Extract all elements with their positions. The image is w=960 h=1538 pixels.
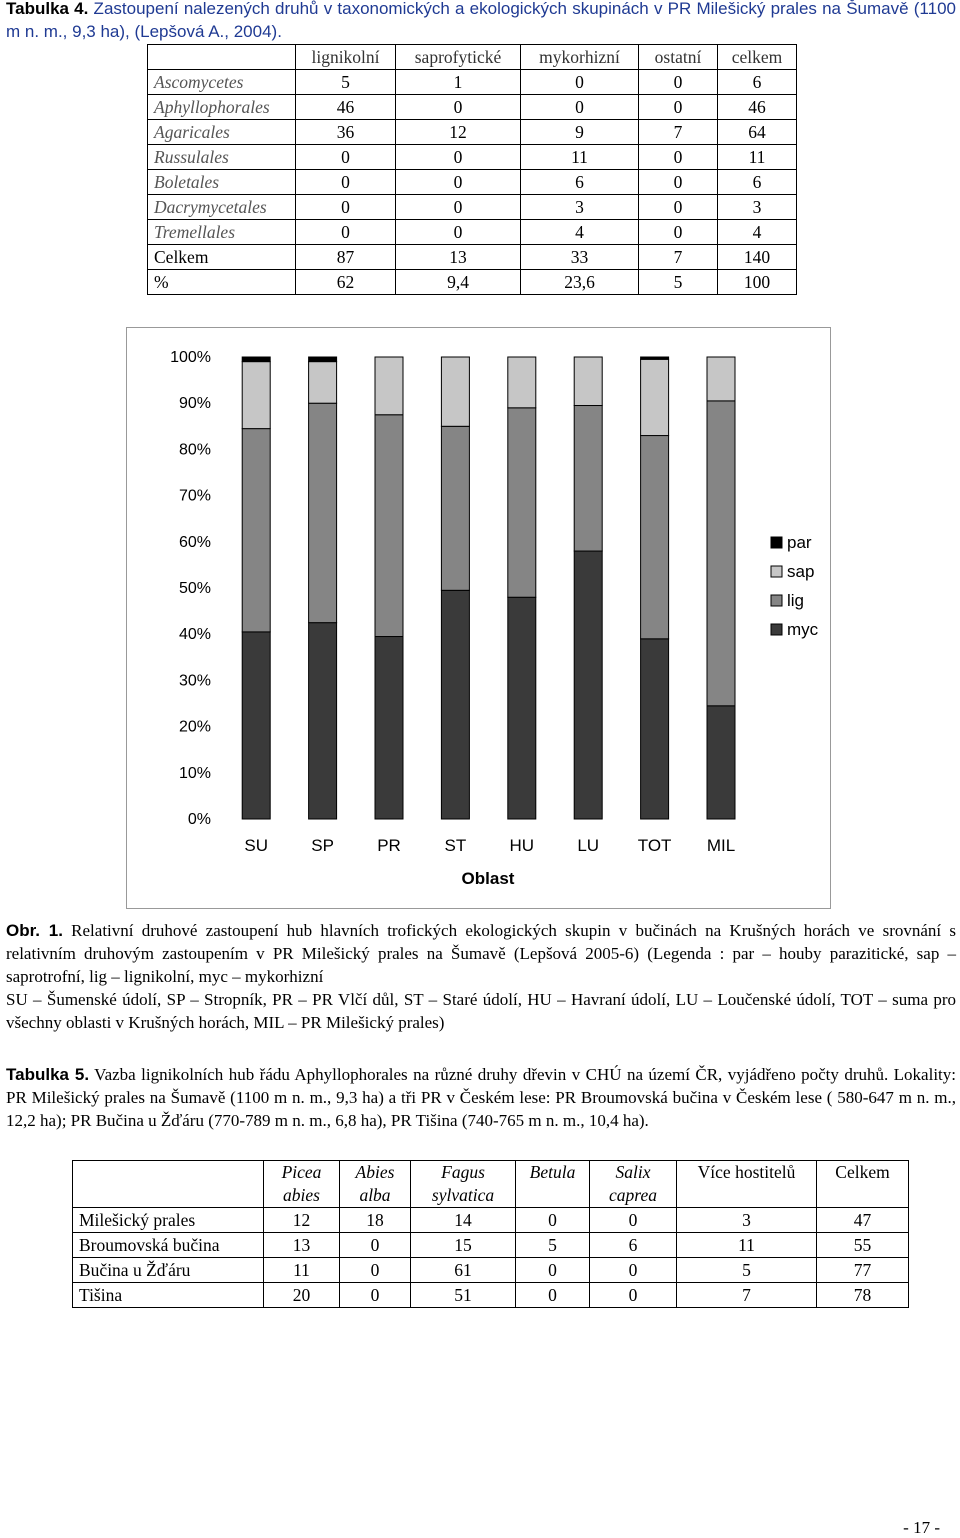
table5-caption xyxy=(6,1063,956,1132)
table4-cell: 7 xyxy=(639,120,718,145)
x-tick-label: SP xyxy=(311,836,334,855)
table4-cell: 0 xyxy=(639,170,718,195)
bar-segment-sap xyxy=(441,357,469,426)
bar-segment-myc xyxy=(707,706,735,819)
table5-header-cell xyxy=(817,1161,909,1208)
figure-label: Obr. 1. xyxy=(6,921,63,940)
legend-label-par: par xyxy=(787,533,812,552)
table5-header-line1: Betula xyxy=(529,1162,576,1182)
bar-segment-sap xyxy=(375,357,403,415)
table5-cell: 0 xyxy=(590,1208,677,1233)
bar-segment-lig xyxy=(242,429,270,632)
y-tick-label: 50% xyxy=(178,580,211,597)
table5-cell: 0 xyxy=(516,1208,590,1233)
table5-cell: 0 xyxy=(340,1258,411,1283)
x-axis-label: Oblast xyxy=(461,869,515,888)
table4 xyxy=(147,44,797,295)
bar-segment-sap xyxy=(309,362,337,404)
x-tick-label: LU xyxy=(577,836,600,855)
table4-cell: 5 xyxy=(296,70,396,95)
table4-row-name: Aphyllophorales xyxy=(148,95,296,120)
x-tick-label: MIL xyxy=(706,836,736,855)
table4-header-cell: mykorhizní xyxy=(521,45,639,70)
table4-cell: 0 xyxy=(639,70,718,95)
table4-cell: 0 xyxy=(639,95,718,120)
y-tick-label: 10% xyxy=(178,764,211,782)
table4-row-name: Ascomycetes xyxy=(148,70,296,95)
bar-segment-myc xyxy=(574,551,602,819)
table5-cell: 0 xyxy=(590,1283,677,1308)
legend-label-sap: sap xyxy=(787,562,815,581)
table4-row xyxy=(148,95,797,120)
figure-caption-text2: SU – Šumenské údolí, SP – Stropník, PR – PR Vlčí důl, ST – Staré údolí, HU – Havraní údolí, LU – Loučenské údolí, TOT – suma pro všechny oblasti v Krušných horách, MIL – PR Milešický prales) xyxy=(6,990,956,1032)
table4-row xyxy=(148,120,797,145)
table4-cell: 3 xyxy=(521,195,639,220)
table4-cell: 62 xyxy=(296,270,396,295)
table5-cell: 55 xyxy=(817,1233,909,1258)
table4-cell: 13 xyxy=(396,245,521,270)
table5-header-line2: sylvatica xyxy=(431,1185,495,1205)
table5-header-line1: Abies xyxy=(355,1162,395,1182)
table5-cell: 0 xyxy=(516,1258,590,1283)
table5-cell: 0 xyxy=(340,1283,411,1308)
table4-cell: 11 xyxy=(718,145,797,170)
table4-cell: 140 xyxy=(718,245,797,270)
y-tick-label: 60% xyxy=(178,533,211,551)
table4-header-empty xyxy=(148,45,296,70)
x-tick-label: TOT xyxy=(637,836,672,855)
x-tick-label: HU xyxy=(509,836,535,855)
table4-cell: 46 xyxy=(296,95,396,120)
table4-cell: 87 xyxy=(296,245,396,270)
table4-cell: 4 xyxy=(718,220,797,245)
table4-cell: 23,6 xyxy=(521,270,639,295)
y-tick-label: 0% xyxy=(187,811,211,828)
table5-header-empty xyxy=(73,1161,264,1208)
table4-cell: 0 xyxy=(521,70,639,95)
table4-cell: 6 xyxy=(718,70,797,95)
table5-cell: 6 xyxy=(590,1233,677,1258)
table5-cell: 0 xyxy=(590,1258,677,1283)
table5-row xyxy=(73,1233,909,1258)
table5-cell: 12 xyxy=(264,1208,340,1233)
x-tick-label: SU xyxy=(244,836,269,855)
bar-segment-sap xyxy=(242,362,270,429)
table5-header-line1: Celkem xyxy=(835,1162,890,1182)
table4-row-name: Agaricales xyxy=(148,120,296,145)
table4-cell: 0 xyxy=(296,220,396,245)
table5-cell: 11 xyxy=(677,1233,817,1258)
table5-header-row xyxy=(73,1161,909,1208)
table4-cell: 100 xyxy=(718,270,797,295)
legend-label-lig: lig xyxy=(787,591,805,610)
table4-cell: 9 xyxy=(521,120,639,145)
table4-caption-text: Zastoupení nalezených druhů v taxonomických a ekologických skupinách v PR Milešický prales na Šumavě (1100 m n. m., 9,3 ha), (Lepšová A., 2004). xyxy=(6,0,956,41)
x-tick-label: PR xyxy=(377,836,401,855)
table5-header-cell xyxy=(264,1161,340,1208)
table5-header-cell xyxy=(411,1161,516,1208)
bar-segment-par xyxy=(309,357,337,362)
bar-segment-lig xyxy=(508,408,536,597)
table5-cell: 51 xyxy=(411,1283,516,1308)
table5 xyxy=(72,1160,909,1308)
table5-row-name: Broumovská bučina xyxy=(73,1233,264,1258)
table4-cell: 0 xyxy=(296,145,396,170)
table4-cell: 0 xyxy=(396,95,521,120)
table5-header-line1: Picea xyxy=(281,1162,322,1182)
bar-segment-lig xyxy=(574,406,602,552)
table4-row xyxy=(148,270,797,295)
table4-cell: 0 xyxy=(396,220,521,245)
legend-swatch-sap xyxy=(771,566,782,577)
table5-cell: 5 xyxy=(516,1233,590,1258)
table5-header-cell xyxy=(516,1161,590,1208)
table5-header-line2: alba xyxy=(359,1185,391,1205)
table4-row xyxy=(148,245,797,270)
table5-cell: 11 xyxy=(264,1258,340,1283)
table5-row xyxy=(73,1258,909,1283)
bar-segment-lig xyxy=(707,401,735,706)
bar-segment-lig xyxy=(441,426,469,590)
bar-segment-myc xyxy=(641,639,669,819)
bar-segment-sap xyxy=(574,357,602,406)
y-tick-label: 20% xyxy=(178,718,211,736)
bar-segment-lig xyxy=(309,403,337,622)
table4-cell: 64 xyxy=(718,120,797,145)
table5-cell: 20 xyxy=(264,1283,340,1308)
bar-segment-sap xyxy=(508,357,536,408)
bar-segment-lig xyxy=(641,436,669,639)
table4-cell: 0 xyxy=(639,195,718,220)
table5-header-line2 xyxy=(683,1184,810,1207)
legend-swatch-par xyxy=(771,537,782,548)
bar-segment-sap xyxy=(707,357,735,401)
table4-cell: 0 xyxy=(396,170,521,195)
table5-header-line2: caprea xyxy=(609,1185,657,1205)
table5-cell: 15 xyxy=(411,1233,516,1258)
table5-row-name: Tišina xyxy=(73,1283,264,1308)
table5-header-line1: Fagus xyxy=(441,1162,485,1182)
table4-cell: 6 xyxy=(521,170,639,195)
page-number: - 17 - xyxy=(903,1518,940,1537)
legend-swatch-lig xyxy=(771,595,782,606)
table4-header-row xyxy=(148,45,797,70)
table5-header-line2 xyxy=(522,1184,583,1207)
table4-row xyxy=(148,195,797,220)
bar-segment-myc xyxy=(441,590,469,819)
table5-cell: 13 xyxy=(264,1233,340,1258)
bar-segment-par xyxy=(641,357,669,359)
bar-segment-myc xyxy=(242,632,270,819)
table4-row-name: Boletales xyxy=(148,170,296,195)
table4-caption-label: Tabulka 4. xyxy=(6,0,89,18)
figure-caption-text: Relativní druhové zastoupení hub hlavních trofických ekologických skupin v bučinách na Krušných horách ve srovnání s relativním druhovým zastoupením v PR Milešický prales na Šumavě (Lepšová 2005-6) (Legenda : par – houby parazitické, sap – saprotrofní, lig – lignikolní, myc – mykorhizní xyxy=(6,921,956,986)
table5-header-line2: abies xyxy=(283,1185,320,1205)
table4-cell: 5 xyxy=(639,270,718,295)
table4-cell: 1 xyxy=(396,70,521,95)
figure-caption xyxy=(6,919,956,1034)
y-tick-label: 70% xyxy=(178,487,211,505)
table4-cell: 0 xyxy=(296,170,396,195)
table5-row xyxy=(73,1208,909,1233)
bar-segment-myc xyxy=(375,637,403,819)
legend-swatch-myc xyxy=(771,624,782,635)
table4-row-name: % xyxy=(148,270,296,295)
table4-cell: 0 xyxy=(396,195,521,220)
table4-row-name: Tremellales xyxy=(148,220,296,245)
y-tick-label: 40% xyxy=(178,626,211,644)
table4-cell: 3 xyxy=(718,195,797,220)
table5-cell: 7 xyxy=(677,1283,817,1308)
table4-cell: 7 xyxy=(639,245,718,270)
table5-cell: 78 xyxy=(817,1283,909,1308)
table4-cell: 0 xyxy=(396,145,521,170)
table4-cell: 0 xyxy=(521,95,639,120)
table4-header-cell: lignikolní xyxy=(296,45,396,70)
y-tick-label: 30% xyxy=(178,672,211,690)
table4-cell: 11 xyxy=(521,145,639,170)
bar-segment-par xyxy=(242,357,270,362)
table4-cell: 0 xyxy=(639,220,718,245)
table5-caption-text: Vazba lignikolních hub řádu Aphyllophorales na různé druhy dřevin v CHÚ na území ČR, vyjádřeno počty druhů. Lokality: PR Milešický prales na Šumavě (1100 m n. m., 9,3 ha) a tři PR v Českém lese: PR Broumovská bučina v Českém lese ( 580-647 m n. m., 12,2 ha); PR Bučina u Žďáru (770-789 m n. m., 6,8 ha), PR Tišina (740-765 m n. m., 10,4 ha). xyxy=(6,1065,956,1130)
table4-row-name: Russulales xyxy=(148,145,296,170)
table4-cell: 33 xyxy=(521,245,639,270)
table5-header-line2 xyxy=(823,1184,902,1207)
legend-label-myc: myc xyxy=(787,620,819,639)
bar-segment-lig xyxy=(375,415,403,637)
table4-row-name: Dacrymycetales xyxy=(148,195,296,220)
table4-header-cell: saprofytické xyxy=(396,45,521,70)
table5-caption-label: Tabulka 5. xyxy=(6,1065,90,1084)
table4-header-cell: ostatní xyxy=(639,45,718,70)
table4-row-name: Celkem xyxy=(148,245,296,270)
y-tick-label: 80% xyxy=(178,441,211,459)
table4-cell: 6 xyxy=(718,170,797,195)
x-tick-label: ST xyxy=(444,836,467,855)
bar-segment-myc xyxy=(309,623,337,819)
table5-cell: 77 xyxy=(817,1258,909,1283)
table5-header-line1: Salix xyxy=(615,1162,651,1182)
table4-cell: 46 xyxy=(718,95,797,120)
table5-header-cell xyxy=(677,1161,817,1208)
table4-header-cell: celkem xyxy=(718,45,797,70)
table5-cell: 18 xyxy=(340,1208,411,1233)
table4-row xyxy=(148,70,797,95)
bar-segment-myc xyxy=(508,597,536,819)
table4-cell: 4 xyxy=(521,220,639,245)
table5-cell: 5 xyxy=(677,1258,817,1283)
table4-cell: 0 xyxy=(639,145,718,170)
y-tick-label: 100% xyxy=(170,349,211,366)
stacked-bar-chart xyxy=(126,327,831,909)
table4-cell: 36 xyxy=(296,120,396,145)
table5-header-cell xyxy=(340,1161,411,1208)
table5-header-cell xyxy=(590,1161,677,1208)
table5-cell: 0 xyxy=(340,1233,411,1258)
table4-caption xyxy=(6,0,956,43)
bar-segment-sap xyxy=(641,359,669,435)
table5-cell: 61 xyxy=(411,1258,516,1283)
table5-cell: 0 xyxy=(516,1283,590,1308)
y-tick-label: 90% xyxy=(178,395,211,413)
table5-cell: 3 xyxy=(677,1208,817,1233)
table4-row xyxy=(148,170,797,195)
table5-cell: 14 xyxy=(411,1208,516,1233)
table4-cell: 12 xyxy=(396,120,521,145)
table5-cell: 47 xyxy=(817,1208,909,1233)
table4-cell: 0 xyxy=(296,195,396,220)
table5-row xyxy=(73,1283,909,1308)
table4-row xyxy=(148,220,797,245)
table5-row-name: Milešický prales xyxy=(73,1208,264,1233)
table4-cell: 9,4 xyxy=(396,270,521,295)
table5-header-line1: Více hostitelů xyxy=(697,1162,796,1182)
table4-row xyxy=(148,145,797,170)
table5-row-name: Bučina u Žďáru xyxy=(73,1258,264,1283)
